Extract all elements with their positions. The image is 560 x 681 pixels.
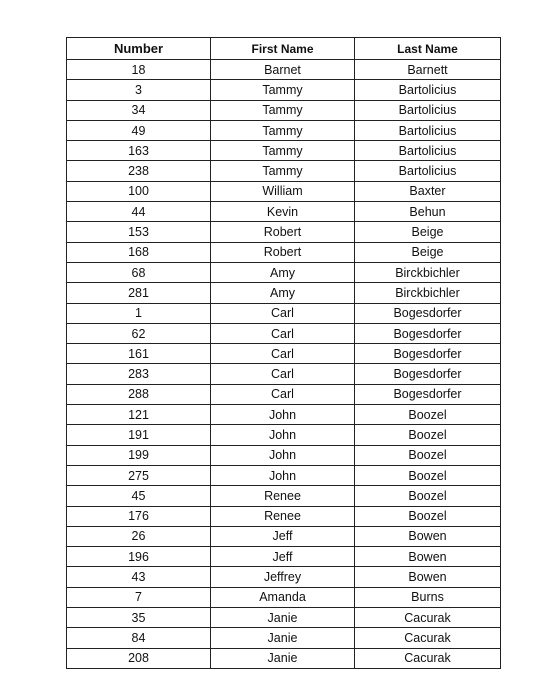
table-row: [67, 242, 501, 262]
last-name-cell: Cacurak: [355, 608, 501, 628]
table-row: [67, 202, 501, 222]
last-name-cell: Bartolicius: [355, 141, 501, 161]
number-cell: 281: [67, 283, 211, 303]
number-cell: 288: [67, 384, 211, 404]
first-name-cell: Jeff: [211, 526, 355, 546]
last-name-cell: Bartolicius: [355, 120, 501, 140]
last-name-cell: Burns: [355, 587, 501, 607]
name-table-container: [66, 37, 500, 669]
number-cell: 168: [67, 242, 211, 262]
first-name-cell: Janie: [211, 608, 355, 628]
first-name-cell: Amy: [211, 283, 355, 303]
table-row: [67, 628, 501, 648]
number-cell: 191: [67, 425, 211, 445]
number-cell: 84: [67, 628, 211, 648]
first-name-cell: Carl: [211, 364, 355, 384]
table-row: [67, 425, 501, 445]
table-row: [67, 567, 501, 587]
first-name-cell: Carl: [211, 384, 355, 404]
header-number: Number: [67, 38, 211, 60]
first-name-cell: Tammy: [211, 141, 355, 161]
number-cell: 238: [67, 161, 211, 181]
last-name-cell: Bogesdorfer: [355, 364, 501, 384]
last-name-cell: Bogesdorfer: [355, 303, 501, 323]
first-name-cell: Amanda: [211, 587, 355, 607]
number-cell: 153: [67, 222, 211, 242]
first-name-cell: Carl: [211, 323, 355, 343]
number-cell: 121: [67, 405, 211, 425]
table-row: [67, 80, 501, 100]
table-row: [67, 344, 501, 364]
last-name-cell: Bowen: [355, 547, 501, 567]
last-name-cell: Cacurak: [355, 628, 501, 648]
first-name-cell: Kevin: [211, 202, 355, 222]
last-name-cell: Beige: [355, 242, 501, 262]
number-cell: 100: [67, 181, 211, 201]
table-row: [67, 303, 501, 323]
table-row: [67, 60, 501, 80]
first-name-cell: John: [211, 465, 355, 485]
number-cell: 62: [67, 323, 211, 343]
first-name-cell: Renee: [211, 486, 355, 506]
number-cell: 199: [67, 445, 211, 465]
last-name-cell: Birckbichler: [355, 283, 501, 303]
first-name-cell: Renee: [211, 506, 355, 526]
number-cell: 18: [67, 60, 211, 80]
number-cell: 176: [67, 506, 211, 526]
number-cell: 161: [67, 344, 211, 364]
last-name-cell: Bowen: [355, 526, 501, 546]
table-row: [67, 506, 501, 526]
last-name-cell: Bogesdorfer: [355, 344, 501, 364]
first-name-cell: Carl: [211, 303, 355, 323]
number-cell: 49: [67, 120, 211, 140]
last-name-cell: Boozel: [355, 465, 501, 485]
table-header-row: [67, 38, 501, 60]
number-cell: 163: [67, 141, 211, 161]
table-row: [67, 141, 501, 161]
table-row: [67, 465, 501, 485]
number-cell: 68: [67, 262, 211, 282]
number-cell: 3: [67, 80, 211, 100]
last-name-cell: Boozel: [355, 445, 501, 465]
first-name-cell: John: [211, 405, 355, 425]
table-row: [67, 323, 501, 343]
last-name-cell: Bowen: [355, 567, 501, 587]
header-first-name: First Name: [211, 38, 355, 60]
table-row: [67, 222, 501, 242]
number-cell: 43: [67, 567, 211, 587]
last-name-cell: Birckbichler: [355, 262, 501, 282]
first-name-cell: William: [211, 181, 355, 201]
last-name-cell: Beige: [355, 222, 501, 242]
first-name-cell: John: [211, 445, 355, 465]
last-name-cell: Boozel: [355, 405, 501, 425]
table-row: [67, 364, 501, 384]
first-name-cell: Carl: [211, 344, 355, 364]
table-row: [67, 100, 501, 120]
last-name-cell: Bogesdorfer: [355, 323, 501, 343]
number-cell: 283: [67, 364, 211, 384]
table-body: [67, 60, 501, 669]
number-cell: 44: [67, 202, 211, 222]
number-cell: 35: [67, 608, 211, 628]
number-cell: 196: [67, 547, 211, 567]
last-name-cell: Boozel: [355, 425, 501, 445]
number-cell: 275: [67, 465, 211, 485]
first-name-cell: Robert: [211, 242, 355, 262]
number-cell: 45: [67, 486, 211, 506]
table-row: [67, 384, 501, 404]
last-name-cell: Bartolicius: [355, 100, 501, 120]
table-row: [67, 587, 501, 607]
table-row: [67, 181, 501, 201]
last-name-cell: Behun: [355, 202, 501, 222]
first-name-cell: Jeff: [211, 547, 355, 567]
number-cell: 7: [67, 587, 211, 607]
last-name-cell: Boozel: [355, 506, 501, 526]
table-row: [67, 486, 501, 506]
table-row: [67, 608, 501, 628]
last-name-cell: Boozel: [355, 486, 501, 506]
table-row: [67, 262, 501, 282]
last-name-cell: Baxter: [355, 181, 501, 201]
number-cell: 208: [67, 648, 211, 668]
name-table: [66, 37, 501, 669]
table-row: [67, 161, 501, 181]
table-row: [67, 120, 501, 140]
table-row: [67, 283, 501, 303]
first-name-cell: Amy: [211, 262, 355, 282]
number-cell: 34: [67, 100, 211, 120]
table-row: [67, 648, 501, 668]
table-row: [67, 405, 501, 425]
first-name-cell: Barnet: [211, 60, 355, 80]
first-name-cell: Jeffrey: [211, 567, 355, 587]
last-name-cell: Bartolicius: [355, 161, 501, 181]
first-name-cell: Tammy: [211, 161, 355, 181]
last-name-cell: Barnett: [355, 60, 501, 80]
last-name-cell: Bartolicius: [355, 80, 501, 100]
first-name-cell: Janie: [211, 648, 355, 668]
first-name-cell: Janie: [211, 628, 355, 648]
number-cell: 26: [67, 526, 211, 546]
last-name-cell: Bogesdorfer: [355, 384, 501, 404]
first-name-cell: John: [211, 425, 355, 445]
first-name-cell: Tammy: [211, 120, 355, 140]
first-name-cell: Robert: [211, 222, 355, 242]
first-name-cell: Tammy: [211, 80, 355, 100]
first-name-cell: Tammy: [211, 100, 355, 120]
table-row: [67, 547, 501, 567]
header-last-name: Last Name: [355, 38, 501, 60]
table-row: [67, 526, 501, 546]
number-cell: 1: [67, 303, 211, 323]
table-row: [67, 445, 501, 465]
last-name-cell: Cacurak: [355, 648, 501, 668]
